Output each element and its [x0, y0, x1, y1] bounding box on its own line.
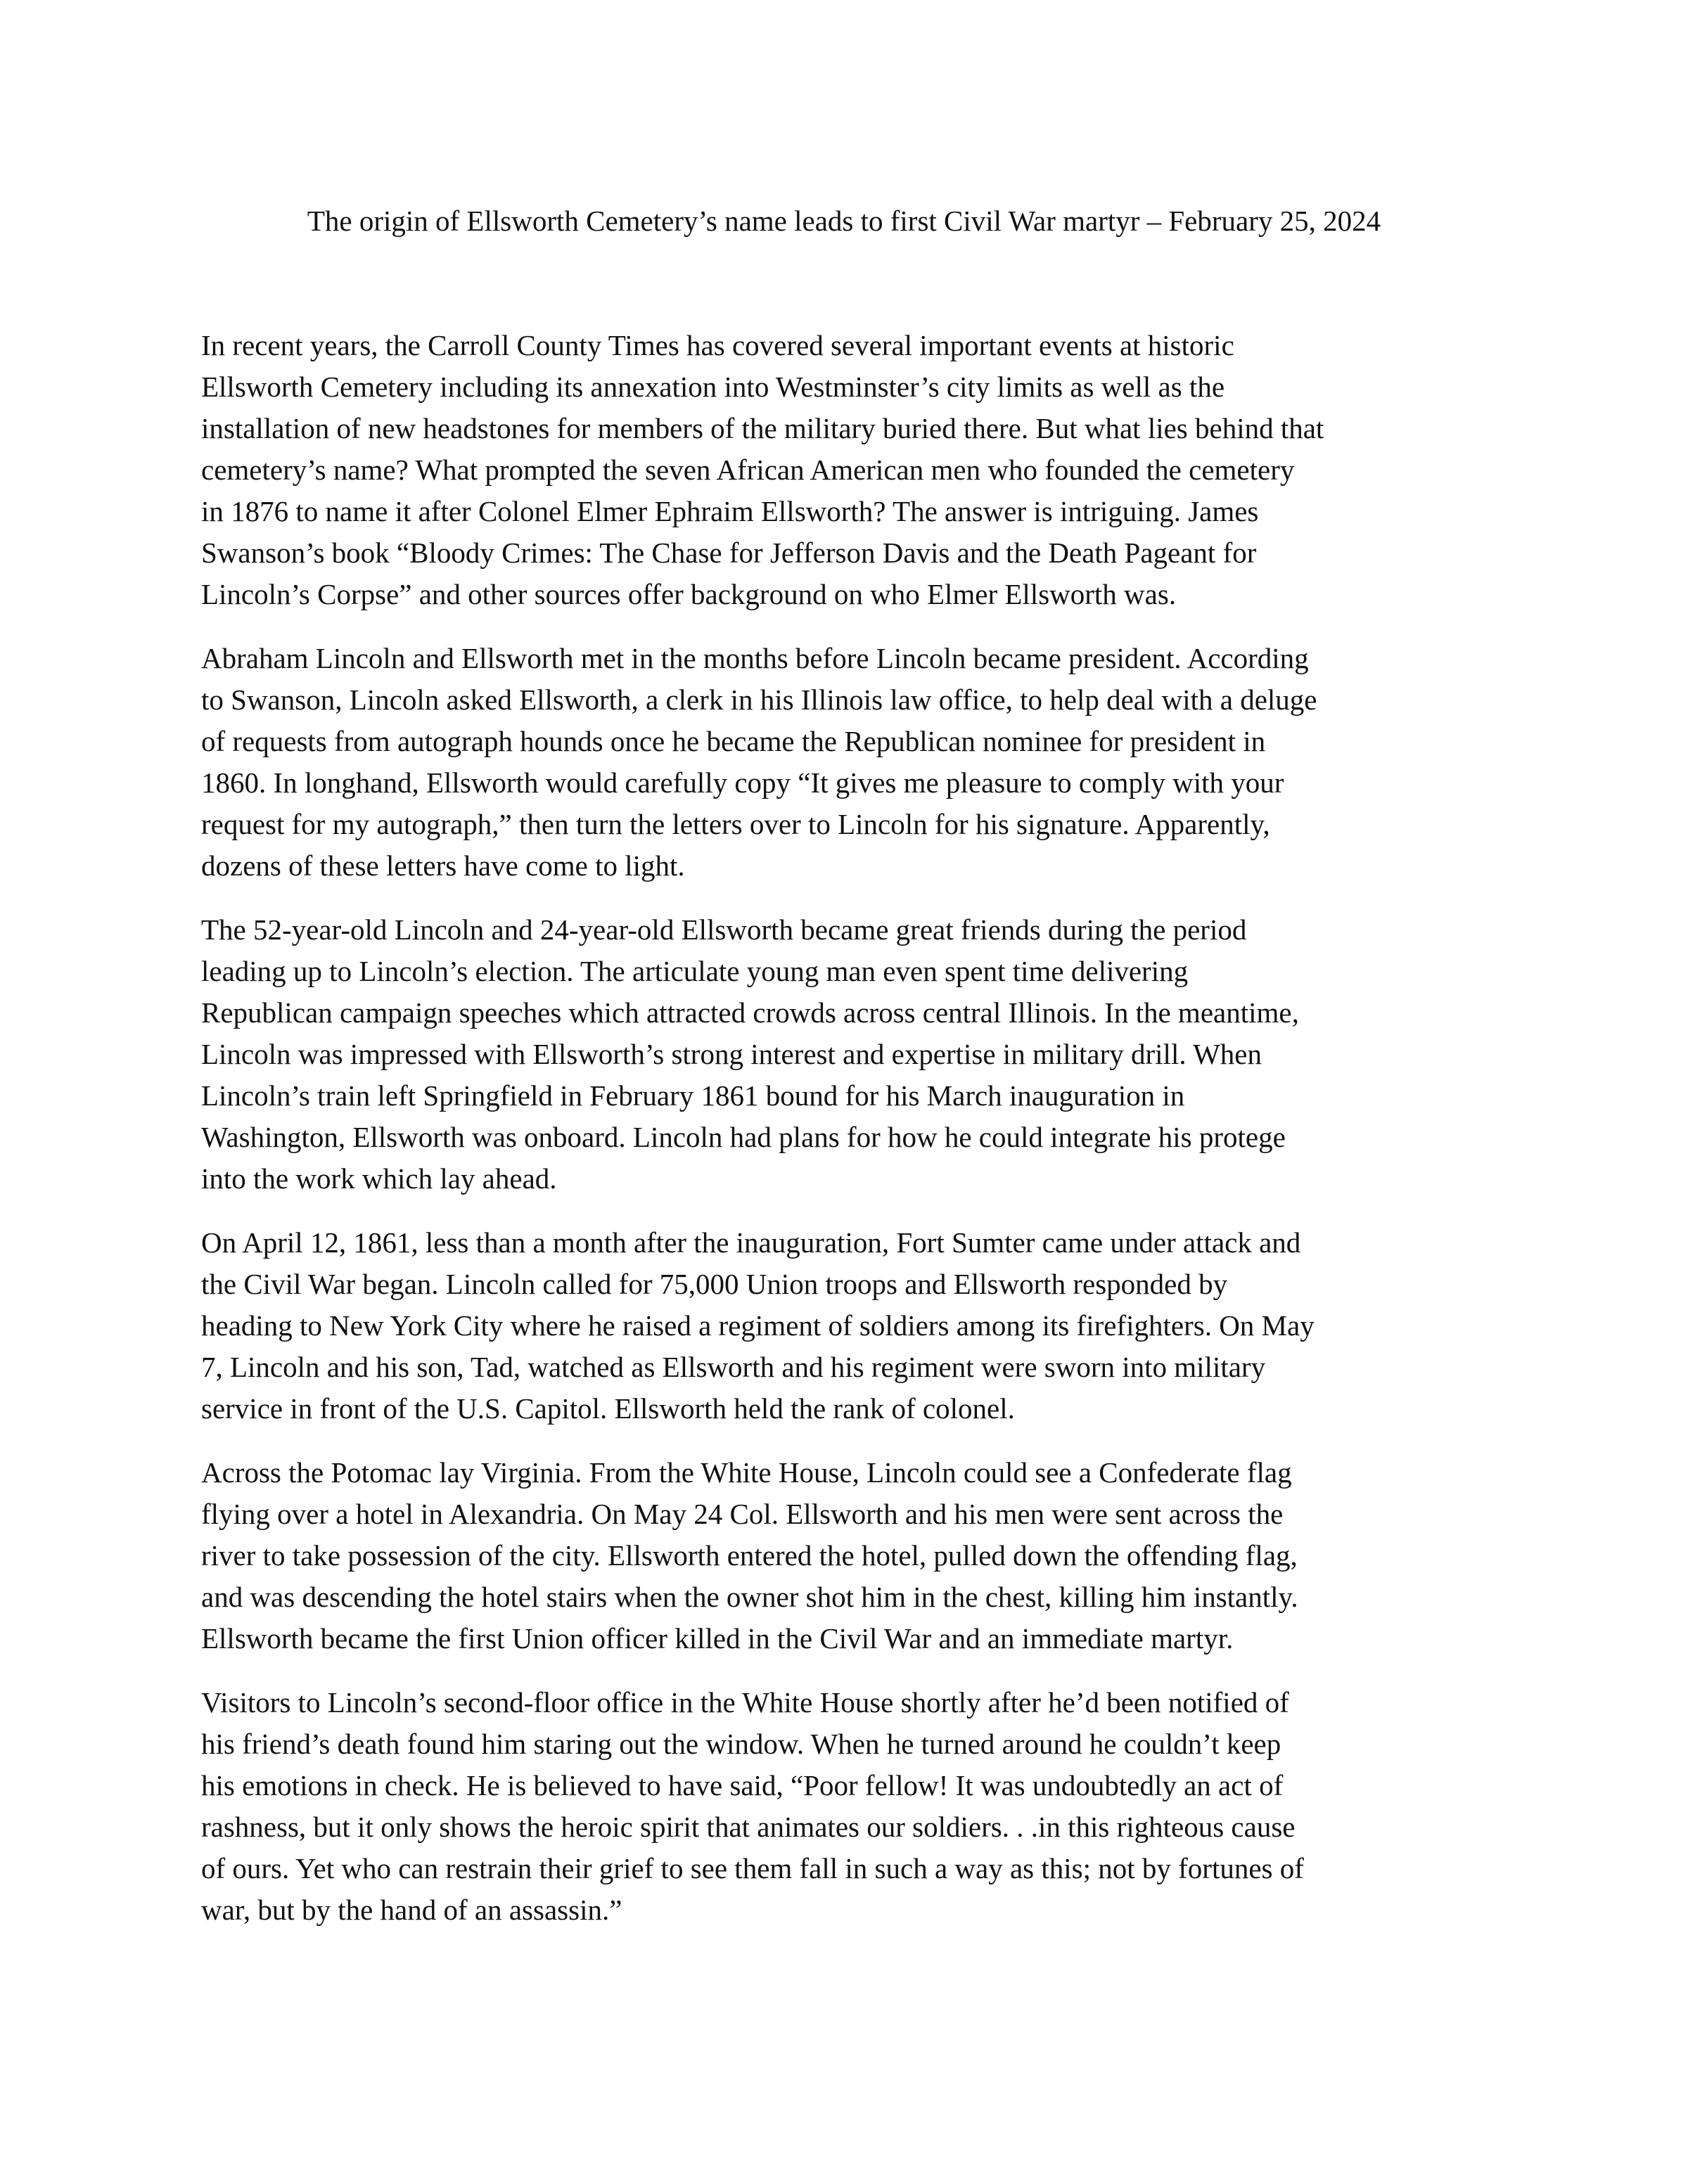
text-line: his emotions in check. He is believed to have said, “Poor fellow! It was undoubtedly an act of [201, 1769, 1284, 1801]
text-line: to Swanson, Lincoln asked Ellsworth, a clerk in his Illinois law office, to help deal with a deluge [201, 683, 1317, 716]
text-line: Lincoln’s train left Springfield in February 1861 bound for his March inauguration in [201, 1079, 1185, 1112]
paragraph-6 [201, 1682, 1509, 1931]
text-line: rashness, but it only shows the heroic spirit that animates our soldiers. . .in this righteous cause [201, 1811, 1296, 1843]
text-line: heading to New York City where he raised a regiment of soldiers among its firefighters. On May [201, 1309, 1315, 1342]
text-line: request for my autograph,” then turn the letters over to Lincoln for his signature. Apparently, [201, 808, 1270, 840]
paragraph-5 [201, 1452, 1509, 1659]
text-line: 7, Lincoln and his son, Tad, watched as Ellsworth and his regiment were sworn into military [201, 1351, 1266, 1383]
text-line: into the work which lay ahead. [201, 1162, 557, 1195]
article-body [201, 325, 1509, 1953]
text-line: Across the Potomac lay Virginia. From the White House, Lincoln could see a Confederate flag [201, 1456, 1292, 1489]
text-line: in 1876 to name it after Colonel Elmer Ephraim Ellsworth? The answer is intriguing. James [201, 495, 1259, 527]
text-line: Republican campaign speeches which attracted crowds across central Illinois. In the meantime, [201, 996, 1299, 1029]
text-line: Ellsworth became the first Union officer killed in the Civil War and an immediate martyr. [201, 1622, 1234, 1655]
text-line: Visitors to Lincoln’s second-floor office in the White House shortly after he’d been notified of [201, 1686, 1289, 1719]
text-line: dozens of these letters have come to light. [201, 849, 685, 882]
article-title: The origin of Ellsworth Cemetery’s name leads to first Civil War martyr – February 25, 2024 [307, 205, 1381, 237]
text-line: The 52-year-old Lincoln and 24-year-old Ellsworth became great friends during the period [201, 913, 1247, 946]
text-line: flying over a hotel in Alexandria. On May 24 Col. Ellsworth and his men were sent across the [201, 1498, 1284, 1530]
paragraph-3 [201, 909, 1509, 1200]
text-line: Ellsworth Cemetery including its annexation into Westminster’s city limits as well as the [201, 371, 1225, 403]
text-line: war, but by the hand of an assassin.” [201, 1894, 622, 1926]
text-line: leading up to Lincoln’s election. The articulate young man even spent time delivering [201, 955, 1189, 987]
text-line: river to take possession of the city. Ellsworth entered the hotel, pulled down the offending flag, [201, 1539, 1298, 1572]
paragraph-2 [201, 638, 1509, 887]
text-line: On April 12, 1861, less than a month after the inauguration, Fort Sumter came under attack and [201, 1226, 1301, 1259]
text-line: of ours. Yet who can restrain their grief to see them fall in such a way as this; not by fortunes of [201, 1852, 1304, 1884]
text-line: installation of new headstones for members of the military buried there. But what lies behind that [201, 412, 1324, 444]
text-line: 1860. In longhand, Ellsworth would carefully copy “It gives me pleasure to comply with your [201, 766, 1284, 799]
text-line: and was descending the hotel stairs when the owner shot him in the chest, killing him instantly. [201, 1581, 1298, 1613]
text-line: of requests from autograph hounds once he became the Republican nominee for president in [201, 725, 1266, 757]
paragraph-4 [201, 1222, 1509, 1430]
text-line: Washington, Ellsworth was onboard. Lincoln had plans for how he could integrate his protege [201, 1121, 1286, 1153]
text-line: cemetery’s name? What prompted the seven African American men who founded the cemetery [201, 454, 1295, 486]
text-line: his friend’s death found him staring out the window. When he turned around he couldn’t keep [201, 1728, 1281, 1760]
text-line: In recent years, the Carroll County Times has covered several important events at historic [201, 329, 1234, 361]
paragraph-1 [201, 325, 1509, 615]
text-line: service in front of the U.S. Capitol. Ellsworth held the rank of colonel. [201, 1392, 1015, 1425]
text-line: the Civil War began. Lincoln called for 75,000 Union troops and Ellsworth responded by [201, 1268, 1228, 1300]
text-line: Swanson’s book “Bloody Crimes: The Chase for Jefferson Davis and the Death Pageant for [201, 537, 1257, 569]
text-line: Abraham Lincoln and Ellsworth met in the months before Lincoln became president. According [201, 642, 1309, 674]
text-line: Lincoln was impressed with Ellsworth’s strong interest and expertise in military drill. When [201, 1038, 1262, 1070]
text-line: Lincoln’s Corpse” and other sources offer background on who Elmer Ellsworth was. [201, 578, 1177, 610]
